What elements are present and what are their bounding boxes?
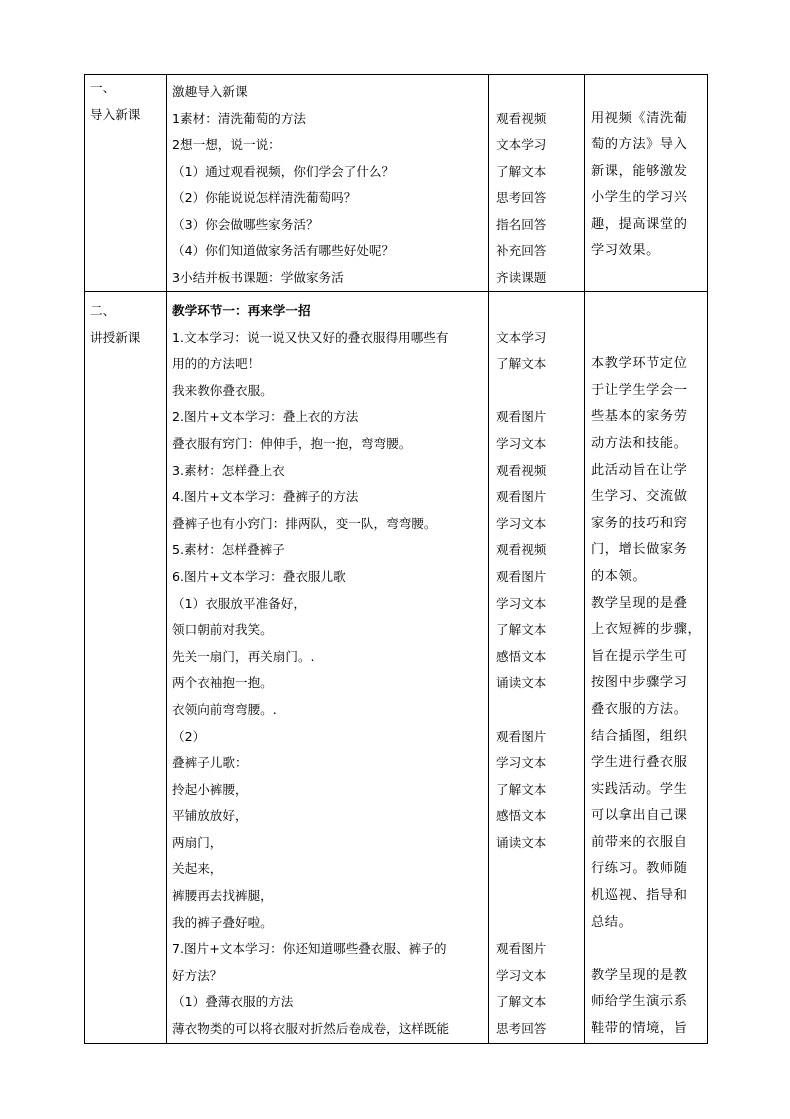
content-line: 5.素材：怎样叠裤子 bbox=[172, 542, 285, 558]
intent-line: 动方法和技能。 bbox=[591, 435, 688, 451]
content-cell bbox=[167, 292, 489, 1044]
stage-cell bbox=[85, 75, 167, 292]
activity-line: 补充回答 bbox=[496, 243, 547, 258]
content-line: 用的的方法吧！ bbox=[172, 356, 261, 372]
intent-line: 此活动旨在让学 bbox=[591, 462, 688, 478]
intent-line: 小学生的学习兴 bbox=[591, 190, 688, 205]
content-line: 叠裤子也有小窍门：排两队，变一队，弯弯腰。 bbox=[172, 515, 437, 531]
intent-line: 师给学生演示系 bbox=[591, 994, 688, 1010]
content-line: 两扇门， bbox=[172, 834, 223, 850]
activity-line: 诵读文本 bbox=[496, 675, 547, 691]
intent-line: 教学呈现的是叠 bbox=[591, 595, 688, 611]
content-line: （4）你们知道做家务活有哪些好处呢？ bbox=[172, 243, 395, 258]
content-line: 先关一扇门，再关扇门。. bbox=[172, 648, 315, 664]
intent-line: 生学习、交流做 bbox=[591, 489, 688, 505]
intent-line: 新课，能够激发 bbox=[591, 163, 688, 179]
content-line: 2想一想，说一说： bbox=[172, 137, 281, 152]
row-introduction bbox=[85, 75, 708, 292]
activity-line: 感悟文本 bbox=[496, 808, 547, 824]
stage-title: 讲授新课 bbox=[90, 329, 141, 345]
intent-line: 本教学环节定位 bbox=[591, 356, 688, 372]
intent-line bbox=[585, 298, 707, 325]
intent-line: 趣，提高课堂的 bbox=[591, 216, 688, 232]
content-line: 好方法？ bbox=[172, 967, 223, 983]
activity-line: 了解文本 bbox=[496, 356, 547, 372]
intent-line: 上衣短裤的步骤， bbox=[591, 622, 702, 638]
activity-line bbox=[489, 856, 584, 883]
content-line: （3）你会做哪些家务活？ bbox=[172, 216, 319, 232]
content-line: 薄衣物类的可以将衣服对折然后卷成卷，这样既能 bbox=[172, 1021, 450, 1037]
activity-line: 观看视频 bbox=[496, 110, 547, 126]
activity-line bbox=[489, 298, 584, 325]
activity-line: 齐读课题 bbox=[496, 269, 547, 285]
activity-line: 文本学习 bbox=[496, 137, 547, 152]
intent-line: 旨在提示学生可 bbox=[591, 648, 688, 664]
content-line: 7.图片+文本学习：你还知道哪些叠衣服、裤子的 bbox=[172, 941, 447, 957]
content-line: 2.图片+文本学习：叠上衣的方法 bbox=[172, 409, 359, 425]
content-line: 3.素材：怎样叠上衣 bbox=[172, 462, 285, 478]
content-line: 我的裤子叠好啦。 bbox=[172, 914, 273, 930]
activity-line: 观看图片 bbox=[496, 489, 547, 505]
activity-line: 了解文本 bbox=[496, 994, 547, 1010]
content-line: 裤腰再去找裤腿， bbox=[172, 888, 273, 904]
intent-line: 叠衣服的方法。 bbox=[591, 701, 688, 717]
intent-line bbox=[585, 325, 707, 352]
content-line: （1）通过观看视频，你们学会了什么？ bbox=[172, 163, 395, 179]
stage-title: 导入新课 bbox=[90, 106, 141, 122]
intent-line: 学习效果。 bbox=[591, 243, 660, 258]
content-line: 关起来， bbox=[172, 861, 223, 877]
content-line: 两个衣袖抱一抱。 bbox=[172, 675, 273, 691]
content-line: 1.文本学习：说一说又快又好的叠衣服得用哪些有 bbox=[172, 329, 449, 345]
lesson-plan-table bbox=[84, 74, 708, 1044]
intent-line: 门，增长做家务 bbox=[591, 542, 688, 558]
content-line: 3小结并板书课题：学做家务活 bbox=[172, 269, 344, 285]
content-line: 6.图片+文本学习：叠衣服儿歌 bbox=[172, 568, 346, 584]
content-line: 领口朝前对我笑。 bbox=[172, 622, 273, 638]
content-line: （1）衣服放平准备好， bbox=[172, 595, 306, 611]
intent-line: 教学呈现的是教 bbox=[591, 967, 688, 983]
content-line: （2） bbox=[172, 728, 206, 744]
intent-line: 行练习。教师随 bbox=[591, 861, 688, 877]
activity-line: 观看视频 bbox=[496, 462, 547, 478]
activity-line: 观看图片 bbox=[496, 568, 547, 584]
row-new-lesson bbox=[85, 292, 708, 1044]
content-line: （2）你能说说怎样清洗葡萄吗？ bbox=[172, 190, 357, 205]
activity-line bbox=[489, 697, 584, 724]
activity-line: 学习文本 bbox=[496, 595, 547, 611]
intent-line bbox=[585, 936, 707, 963]
content-line: 4.图片+文本学习：叠裤子的方法 bbox=[172, 489, 359, 505]
content-line: （1）叠薄衣服的方法 bbox=[172, 994, 294, 1010]
intent-line: 用视频《清洗葡 bbox=[591, 110, 688, 126]
content-line: 1素材：清洗葡萄的方法 bbox=[172, 110, 306, 126]
intent-line: 的本领。 bbox=[591, 568, 647, 584]
content-line: 我来教你叠衣服。 bbox=[172, 382, 273, 398]
activity-line: 思考回答 bbox=[496, 190, 547, 205]
activity-line: 诵读文本 bbox=[496, 834, 547, 850]
activity-line: 文本学习 bbox=[496, 329, 547, 345]
intent-line: 些基本的家务劳 bbox=[591, 409, 688, 425]
section-heading: 教学环节一：再来学一招 bbox=[172, 303, 311, 318]
content-cell bbox=[167, 75, 489, 292]
activity-line: 观看图片 bbox=[496, 409, 547, 425]
intent-line: 家务的技巧和窍 bbox=[591, 515, 688, 531]
intent-line: 于让学生学会一 bbox=[591, 382, 688, 398]
activity-line: 了解文本 bbox=[496, 781, 547, 797]
intent-line: 可以拿出自己课 bbox=[591, 808, 688, 824]
stage-cell bbox=[85, 292, 167, 1044]
intent-line: 萄的方法》导入 bbox=[591, 137, 688, 152]
activity-cell bbox=[489, 292, 585, 1044]
content-line: 叠裤子儿歌： bbox=[172, 755, 248, 771]
activity-line: 了解文本 bbox=[496, 163, 547, 179]
content-line: 激趣导入新课 bbox=[172, 84, 248, 99]
activity-line bbox=[489, 910, 584, 937]
activity-line: 观看视频 bbox=[496, 542, 547, 558]
intent-line: 机巡视、指导和 bbox=[591, 888, 688, 904]
intent-line: 结合插图，组织 bbox=[591, 728, 688, 744]
activity-line: 观看图片 bbox=[496, 941, 547, 957]
intent-line: 前带来的衣服自 bbox=[591, 834, 688, 850]
activity-line: 感悟文本 bbox=[496, 648, 547, 664]
intent-line: 总结。 bbox=[591, 914, 633, 930]
intent-cell bbox=[585, 75, 708, 292]
activity-line: 观看图片 bbox=[496, 728, 547, 744]
intent-cell bbox=[585, 292, 708, 1044]
stage-number: 一、 bbox=[90, 80, 116, 95]
activity-line: 学习文本 bbox=[496, 515, 547, 531]
content-line: 叠衣服有窍门：伸伸手，抱一抱，弯弯腰。 bbox=[172, 435, 412, 451]
activity-line: 学习文本 bbox=[496, 755, 547, 771]
intent-line: 鞋带的情境，旨 bbox=[591, 1021, 688, 1037]
stage-number: 二、 bbox=[90, 303, 116, 318]
activity-cell bbox=[489, 75, 585, 292]
content-line: 拎起小裤腰， bbox=[172, 781, 248, 797]
intent-line: 实践活动。学生 bbox=[591, 781, 688, 797]
activity-line bbox=[489, 883, 584, 910]
activity-line: 学习文本 bbox=[496, 435, 547, 451]
activity-line: 思考回答 bbox=[496, 1021, 547, 1037]
activity-line: 了解文本 bbox=[496, 622, 547, 638]
content-line: 衣领向前弯弯腰。. bbox=[172, 701, 277, 717]
intent-line: 按图中步骤学习 bbox=[591, 675, 688, 691]
activity-line: 学习文本 bbox=[496, 967, 547, 983]
activity-line bbox=[489, 378, 584, 405]
activity-line: 指名回答 bbox=[496, 216, 547, 232]
content-line: 平铺放放好， bbox=[172, 808, 248, 824]
intent-line: 学生进行叠衣服 bbox=[591, 755, 688, 771]
